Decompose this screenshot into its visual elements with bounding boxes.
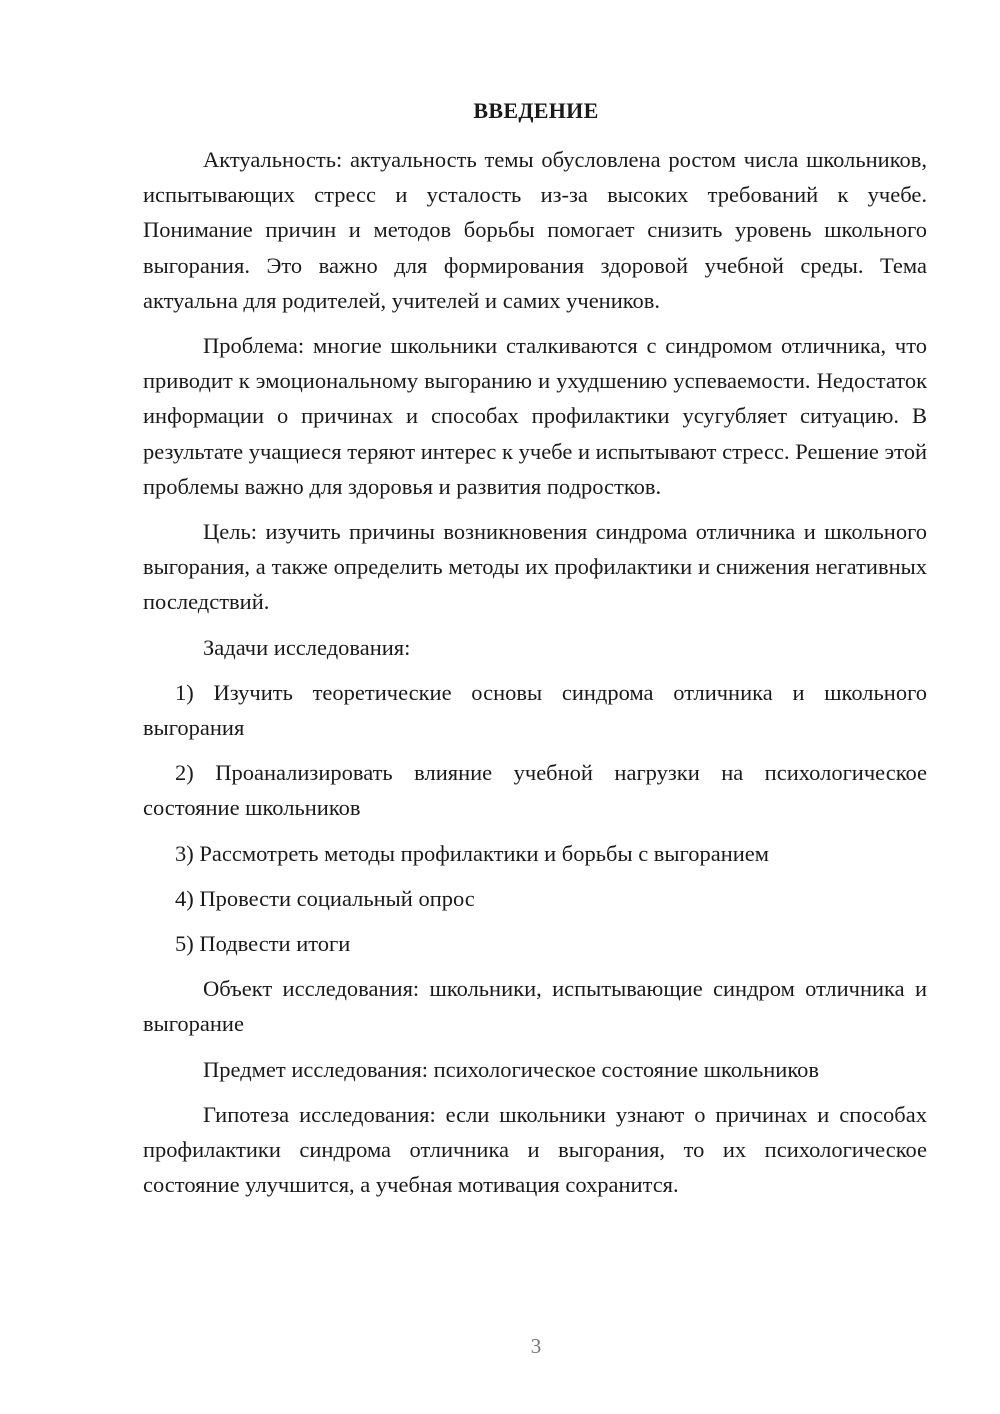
task-item-1: 1) Изучить теоретические основы синдрома отличника и школьного выгорания (143, 679, 927, 741)
task-item-3: 3) Рассмотреть методы профилактики и борьбы с выгоранием (175, 840, 770, 866)
document-body (143, 142, 927, 1202)
tasks-heading: Задачи исследования: (203, 634, 411, 660)
paragraph-hypothesis: Гипотеза исследования: если школьники узнают о причинах и способах профилактики синдрома отличника и выгорания, то их психологическое состояние улучшится, а учебная мотивация сохранится. (143, 1101, 927, 1198)
paragraph-subject: Предмет исследования: психологическое состояние школьников (203, 1056, 819, 1082)
paragraph-object: Объект исследования: школьники, испытывающие синдром отличника и выгорание (143, 976, 927, 1037)
page-number: 3 (530, 1334, 542, 1358)
paragraph-problem: Проблема: многие школьники сталкиваются с синдромом отличника, что приводит к эмоциональному выгоранию и ухудшению успеваемости. Недостаток информации о причинах и способах профилактики усугубляет ситуацию. В результате учащиеся теряют интерес к учебе и испытывают стресс. Решение этой проблемы важно для здоровья и развития подростков. (143, 333, 927, 499)
paragraph-goal: Цель: изучить причины возникновения синдрома отличника и школьного выгорания, а также определить методы их профилактики и снижения негативных последствий. (143, 519, 927, 615)
task-item-4: 4) Провести социальный опрос (175, 885, 475, 911)
task-item-2: 2) Проанализировать влияние учебной нагрузки на психологическое состояние школьников (143, 760, 927, 821)
paragraph-relevance: Актуальность: актуальность темы обусловлена ростом числа школьников, испытывающих стресс и усталость из-за высоких требований к учебе. Понимание причин и методов борьбы помогает снизить уровень школьного выгорания. Это важно для формирования здоровой учебной среды. Тема актуальна для родителей, учителей и самих учеников. (143, 147, 927, 313)
page-title: ВВЕДЕНИЕ (473, 98, 599, 123)
task-item-5: 5) Подвести итоги (175, 931, 351, 957)
